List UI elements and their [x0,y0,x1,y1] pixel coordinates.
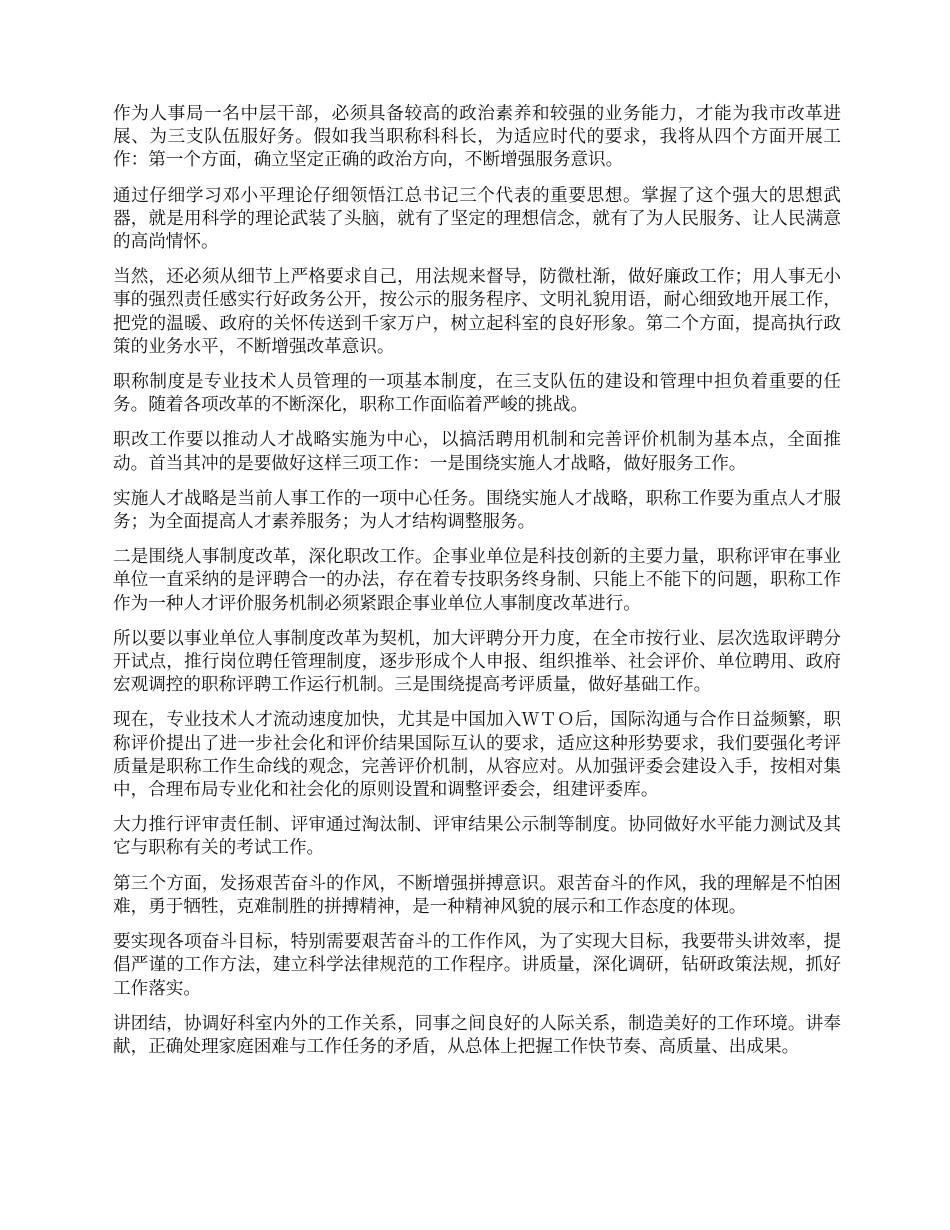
paragraph-9: 现在，专业技术人才流动速度加快，尤其是中国加入ＷＴＯ后，国际沟通与合作日益频繁，职称评价提出了进一步社会化和评价结果国际互认的要求，适应这种形势要求，我们要强化考评质量是职称工作生命线的观念，完善评价机制，从容应对。从加强评委会建设入手，按相对集中，合理布局专业化和社会化的原则设置和调整评委会，组建评委库。 [113,710,841,801]
document-body [113,103,841,1071]
paragraph-3: 当然，还必须从细节上严格要求自己，用法规来督导，防微杜渐，做好廉政工作；用人事无小事的强烈责任感实行好政务公开，按公示的服务程序、文明礼貌用语，耐心细致地开展工作，把党的温暖、政府的关怀传送到千家万户，树立起科室的良好形象。第二个方面，提高执行政策的业务水平，不断增强改革意识。 [113,267,841,357]
paragraph-12: 要实现各项奋斗目标，特别需要艰苦奋斗的工作作风，为了实现大目标，我要带头讲效率，提倡严谨的工作方法，建立科学法律规范的工作程序。讲质量，深化调研，钻研政策法规，抓好工作落实。 [113,932,841,999]
paragraph-5: 职改工作要以推动人才战略实施为中心，以搞活聘用机制和完善评价机制为基本点，全面推动。首当其冲的是要做好这样三项工作：一是围绕实施人才战略，做好服务工作。 [113,430,841,474]
paragraph-7: 二是围绕人事制度改革，深化职改工作。企事业单位是科技创新的主要力量，职称评审在事业单位一直采纳的是评聘合一的办法，存在着专技职务终身制、只能上不能下的问题，职称工作作为一种人才评价服务机制必须紧跟企事业单位人事制度改革进行。 [113,547,841,614]
paragraph-10: 大力推行评审责任制、评审通过淘汰制、评审结果公示制等制度。协同做好水平能力测试及其它与职称有关的考试工作。 [113,815,841,859]
paragraph-4: 职称制度是专业技术人员管理的一项基本制度，在三支队伍的建设和管理中担负着重要的任务。随着各项改革的不断深化，职称工作面临着严峻的挑战。 [113,372,841,416]
paragraph-11: 第三个方面，发扬艰苦奋斗的作风，不断增强拼搏意识。艰苦奋斗的作风，我的理解是不怕困难，勇于牺牲，克难制胜的拼搏精神，是一种精神风貌的展示和工作态度的体现。 [113,873,841,917]
paragraph-8: 所以要以事业单位人事制度改革为契机，加大评聘分开力度，在全市按行业、层次选取评聘分开试点，推行岗位聘任管理制度，逐步形成个人申报、组织推举、社会评价、单位聘用、政府宏观调控的职称评聘工作运行机制。三是围绕提高考评质量，做好基础工作。 [113,628,841,696]
paragraph-1: 作为人事局一名中层干部，必须具备较高的政治素养和较强的业务能力，才能为我市改革进展、为三支队伍服好务。假如我当职称科科长，为适应时代的要求，我将从四个方面开展工作：第一个方面，确立坚定正确的政治方向，不断增强服务意识。 [113,104,841,171]
paragraph-6: 实施人才战略是当前人事工作的一项中心任务。围绕实施人才战略，职称工作要为重点人才服务；为全面提高人才素养服务；为人才结构调整服务。 [113,488,841,533]
paragraph-2: 通过仔细学习邓小平理论仔细领悟江总书记三个代表的重要思想。掌握了这个强大的思想武器，就是用科学的理论武装了头脑，就有了坚定的理想信念，就有了为人民服务、让人民满意的高尚情怀。 [113,185,841,253]
paragraph-13: 讲团结，协调好科室内外的工作关系，同事之间良好的人际关系，制造美好的工作环境。讲奉献，正确处理家庭困难与工作任务的矛盾，从总体上把握工作快节奏、高质量、出成果。 [113,1013,841,1057]
